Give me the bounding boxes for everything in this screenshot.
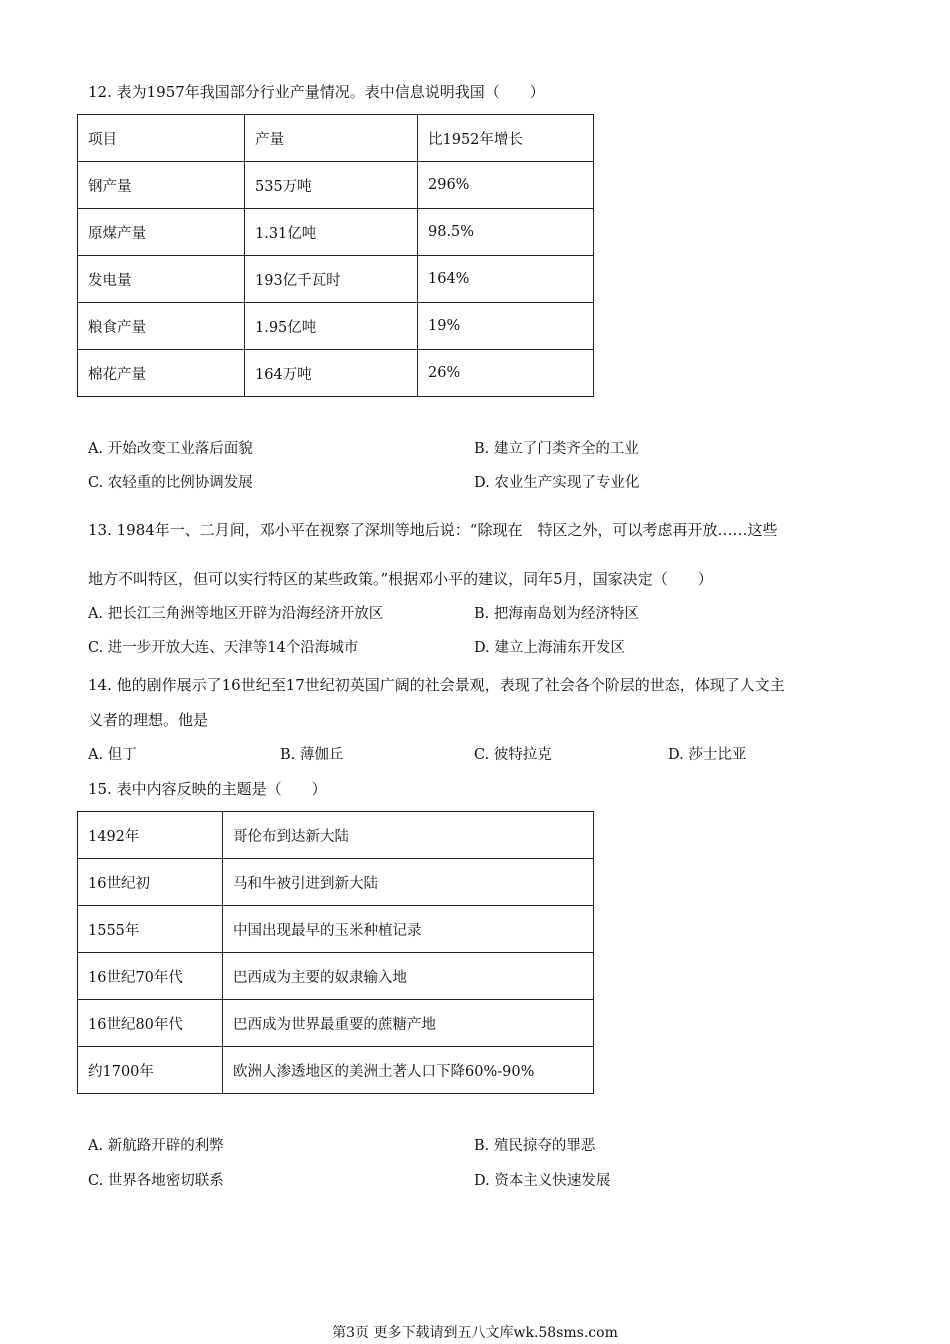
q15-option-a[interactable]: A. 新航路开辟的利弊 bbox=[88, 1138, 224, 1154]
table-cell: 哥伦布到达新大陆 bbox=[223, 812, 594, 859]
q14-option-d[interactable]: D. 莎士比亚 bbox=[668, 747, 747, 763]
table-cell: 比1952年增长 bbox=[418, 115, 594, 162]
q12-option-a[interactable]: A. 开始改变工业落后面貌 bbox=[88, 441, 253, 457]
table-cell: 欧洲人渗透地区的美洲土著人口下降60%-90% bbox=[223, 1047, 594, 1094]
q12-option-b[interactable]: B. 建立了门类齐全的工业 bbox=[474, 441, 639, 457]
table-cell: 164% bbox=[418, 256, 594, 303]
table-cell: 1.95亿吨 bbox=[245, 303, 418, 350]
table-row bbox=[78, 303, 594, 350]
table-row bbox=[78, 906, 594, 953]
table-cell: 164万吨 bbox=[245, 350, 418, 397]
q13-stem-line1: 13. 1984年一、二月间，邓小平在视察了深圳等地后说：“除现在 特区之外，可以考虑再开放……这些 bbox=[88, 521, 778, 539]
q15-stem: 15. 表中内容反映的主题是（ ） bbox=[88, 780, 327, 798]
q14-stem-line1: 14. 他的剧作展示了16世纪至17世纪初英国广阔的社会景观，表现了社会各个阶层的世态，体现了人文主 bbox=[88, 676, 785, 694]
q15-option-c[interactable]: C. 世界各地密切联系 bbox=[88, 1173, 224, 1189]
table-row bbox=[78, 953, 594, 1000]
table-cell: 19% bbox=[418, 303, 594, 350]
q13-option-d[interactable]: D. 建立上海浦东开发区 bbox=[474, 640, 625, 656]
table-cell: 原煤产量 bbox=[78, 209, 245, 256]
q12-stem: 12. 表为1957年我国部分行业产量情况。表中信息说明我国（ ） bbox=[88, 83, 545, 101]
q12-option-d[interactable]: D. 农业生产实现了专业化 bbox=[474, 475, 640, 491]
table-cell: 产量 bbox=[245, 115, 418, 162]
table-cell: 项目 bbox=[78, 115, 245, 162]
q14-option-a[interactable]: A. 但丁 bbox=[88, 747, 137, 763]
table-row bbox=[78, 1000, 594, 1047]
table-cell: 16世纪70年代 bbox=[78, 953, 223, 1000]
table-cell: 发电量 bbox=[78, 256, 245, 303]
table-row bbox=[78, 350, 594, 397]
table-row bbox=[78, 812, 594, 859]
q15-option-b[interactable]: B. 殖民掠夺的罪恶 bbox=[474, 1138, 596, 1154]
table-row bbox=[78, 1047, 594, 1094]
table-row bbox=[78, 256, 594, 303]
table-cell: 16世纪初 bbox=[78, 859, 223, 906]
q14-stem-line2: 义者的理想。他是 bbox=[88, 711, 209, 729]
table-cell: 钢产量 bbox=[78, 162, 245, 209]
q13-option-a[interactable]: A. 把长江三角洲等地区开辟为沿海经济开放区 bbox=[88, 606, 384, 622]
table-cell: 1555年 bbox=[78, 906, 223, 953]
q15-option-d[interactable]: D. 资本主义快速发展 bbox=[474, 1173, 611, 1189]
table-cell: 193亿千瓦时 bbox=[245, 256, 418, 303]
table-cell: 296% bbox=[418, 162, 594, 209]
table-cell: 粮食产量 bbox=[78, 303, 245, 350]
table-cell: 16世纪80年代 bbox=[78, 1000, 223, 1047]
q15-table bbox=[77, 811, 594, 1094]
table-cell: 棉花产量 bbox=[78, 350, 245, 397]
q14-option-b[interactable]: B. 薄伽丘 bbox=[280, 747, 344, 763]
table-cell: 98.5% bbox=[418, 209, 594, 256]
table-cell: 535万吨 bbox=[245, 162, 418, 209]
table-cell: 26% bbox=[418, 350, 594, 397]
table-cell: 中国出现最早的玉米种植记录 bbox=[223, 906, 594, 953]
table-row bbox=[78, 162, 594, 209]
page-footer: 第3页 更多下载请到五八文库wk.58sms.com bbox=[332, 1325, 618, 1341]
q13-stem-line2: 地方不叫特区，但可以实行特区的某些政策。”根据邓小平的建议，同年5月，国家决定（ ） bbox=[88, 570, 713, 588]
table-cell: 巴西成为世界最重要的蔗糖产地 bbox=[223, 1000, 594, 1047]
table-row bbox=[78, 115, 594, 162]
table-cell: 马和牛被引进到新大陆 bbox=[223, 859, 594, 906]
table-cell: 1.31亿吨 bbox=[245, 209, 418, 256]
q13-option-b[interactable]: B. 把海南岛划为经济特区 bbox=[474, 606, 639, 622]
q14-option-c[interactable]: C. 彼特拉克 bbox=[474, 747, 552, 763]
q12-table bbox=[77, 114, 594, 397]
table-cell: 1492年 bbox=[78, 812, 223, 859]
table-row bbox=[78, 209, 594, 256]
table-cell: 约1700年 bbox=[78, 1047, 223, 1094]
q13-option-c[interactable]: C. 进一步开放大连、天津等14个沿海城市 bbox=[88, 640, 359, 656]
table-cell: 巴西成为主要的奴隶输入地 bbox=[223, 953, 594, 1000]
q12-option-c[interactable]: C. 农轻重的比例协调发展 bbox=[88, 475, 253, 491]
table-row bbox=[78, 859, 594, 906]
